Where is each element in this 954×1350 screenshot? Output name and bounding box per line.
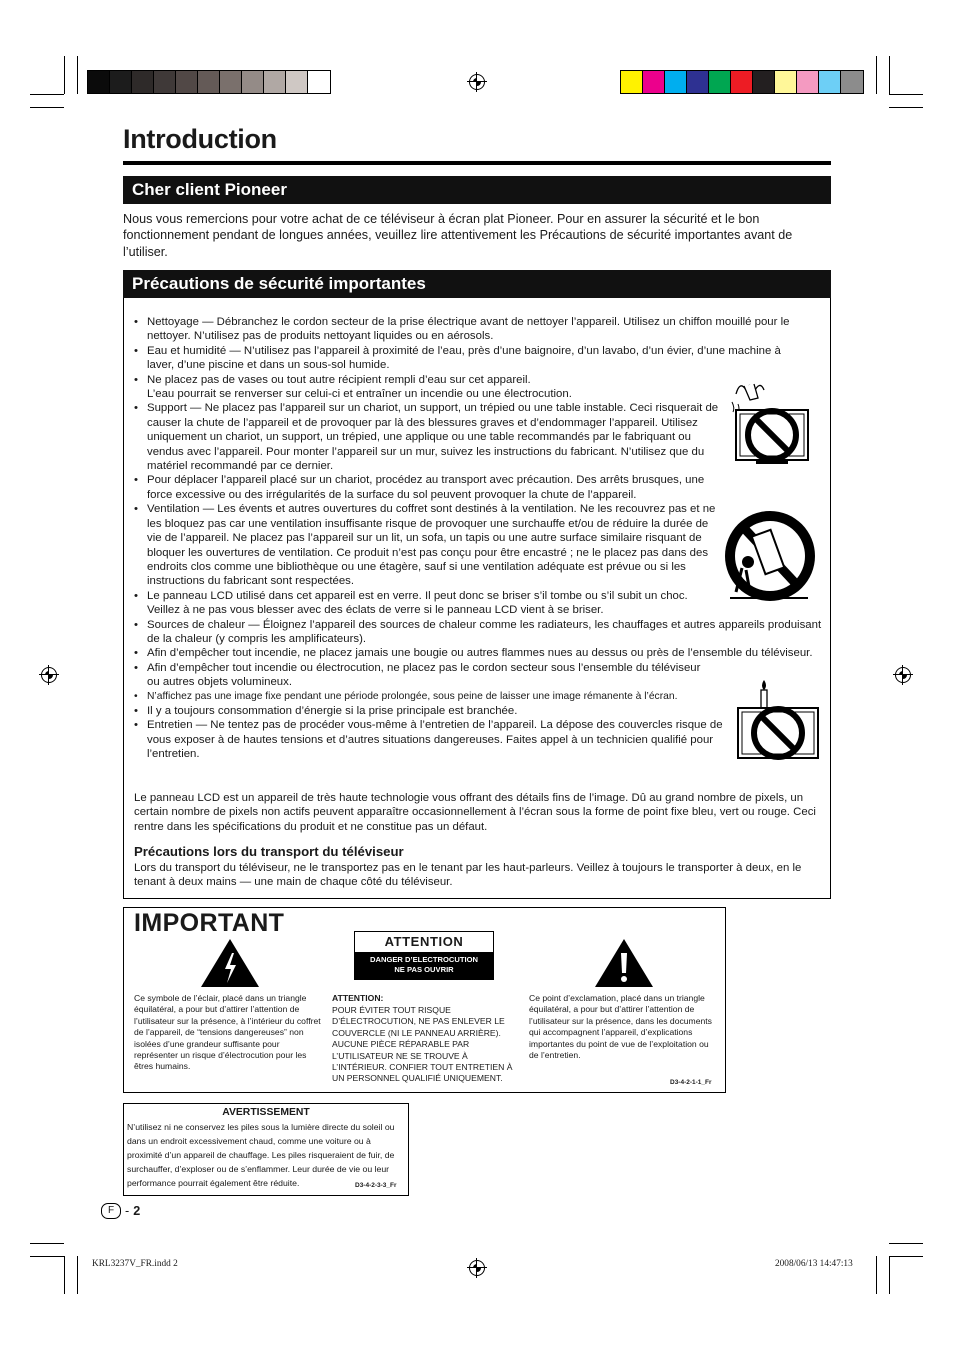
avertissement-reference-code: D3-4-2-3-3_Fr xyxy=(355,1182,397,1189)
process-color-swatch xyxy=(621,71,643,93)
no-candle-on-tv-icon xyxy=(736,678,822,764)
no-unstable-cart-icon xyxy=(722,504,816,604)
grayscale-swatch xyxy=(154,71,176,93)
safety-bullet-list xyxy=(132,315,822,762)
process-color-swatch xyxy=(797,71,819,93)
intro-paragraph: Nous vous remercions pour votre achat de ce téléviseur à écran plat Pioneer. Pour en assurer la sécurité et le bon fonctionnement pendant de longues années, veuillez lire attentivement les Précautions de sécurité importantes avant de l’utiliser. xyxy=(123,212,793,259)
grayscale-swatch xyxy=(198,71,220,93)
grayscale-swatch xyxy=(132,71,154,93)
transport-paragraph: Lors du transport du téléviseur, ne le transportez pas en le tenant par les haut-parleurs. Veillez à toujours le transporter à deux, en le tenant à deux mains — une main de chaque côté du téléviseur. xyxy=(134,862,802,889)
avertissement-text: N’utilisez ni ne conservez les piles sous la lumière directe du soleil ou dans un endroit excessivement chaud, comme une voiture ou à proximité d’un appareil de chauffage. Les piles risqueraient de fuir, de surchauffer, d’exploser ou de s’enflammer. Leur durée de vie ou leur performance pourrait également être réduite. xyxy=(127,1122,395,1188)
important-reference-code: D3-4-2-1-1_Fr xyxy=(670,1079,712,1086)
no-vase-on-tv-icon xyxy=(728,374,814,476)
section-heading-cher-client: Cher client Pioneer xyxy=(123,176,831,204)
language-badge: F xyxy=(101,1203,121,1219)
process-color-swatch xyxy=(687,71,709,93)
registration-mark-right xyxy=(895,667,911,683)
process-color-swatch xyxy=(709,71,731,93)
bullet-panneau-verre: • Le panneau LCD utilisé dans cet appareil est en verre. Il peut donc se briser s’il tombe ou s’il subit un choc. Veillez à ne pas vous blesser avec des éclats de verre si le panneau LCD vient à se briser. xyxy=(132,589,822,618)
lightning-warning-icon xyxy=(199,937,261,989)
bullet-vases-note: L’eau pourrait se renverser sur celui-ci et entraîner un incendie ou une électrocution. xyxy=(147,388,572,401)
grayscale-swatch xyxy=(264,71,286,93)
page-number xyxy=(101,1203,140,1219)
attention-label-body: DANGER D’ELECTROCUTION NE PAS OUVRIR xyxy=(355,952,493,979)
process-color-swatch xyxy=(753,71,775,93)
grayscale-swatch xyxy=(176,71,198,93)
process-color-bar xyxy=(620,70,864,94)
exclamation-warning-icon xyxy=(593,937,655,989)
bullet-entretien: • Entretien — Ne tentez pas de procéder vous-même à l’entretien de l’appareil. La dépose des couvercles risque de vous exposer à de hautes tensions et d’autres situations dangereuses. Faites appel à un technicien qualifié pour l’entretien. xyxy=(132,718,822,761)
process-color-swatch xyxy=(665,71,687,93)
grayscale-swatch xyxy=(286,71,308,93)
grayscale-swatch xyxy=(110,71,132,93)
page-number-value: 2 xyxy=(133,1204,141,1218)
grayscale-swatch xyxy=(88,71,110,93)
grayscale-swatch xyxy=(220,71,242,93)
bullet-vases: • Ne placez pas de vases ou tout autre récipient rempli d’eau sur cet appareil. xyxy=(132,373,822,387)
bullet-ventilation: • Ventilation — Les évents et autres ouvertures du coffret sont destinés à la ventilation. Ne les recouvrez pas et ne les bloquez pas car une ventilation insuffisante risque de provoquer une surchauffe et/ou de réduire la durée de vie de l’appareil. Ne placez pas l’appareil sur un lit, un sofa, un tapis ou une autre surface similaire risquant de bloquer les ouvertures de ventilation. Ce produit n’est pas conçu pour être encastré ; ne le placez pas dans des endroits clos comme une bibliothèque ou une étagère, sauf si une ventilation adéquate est prévue ou si les instructions du fabricant sont respectées. xyxy=(132,502,822,588)
page-number-dash: - xyxy=(125,1204,130,1218)
attention-caption-text: POUR ÉVITER TOUT RISQUE D’ÉLECTROCUTION, NE PAS ENLEVER LE COUVERCLE (NI LE PANNEAU ARRIÈRE). AUCUNE PIÈCE RÉPARABLE PAR L’UTILISATEUR NE SE TROUVE À L’INTÉRIEUR. CONFIER TOUT ENTRETIEN À UN PERSONNEL QUALIFIÉ UNIQUEMENT. xyxy=(332,1005,513,1084)
grayscale-swatch xyxy=(308,71,330,93)
bullet-cordon: • Afin d’empêcher tout incendie ou électrocution, ne placez pas le cordon secteur sous l’ensemble du téléviseur ou autres objets volumineux. xyxy=(132,661,822,690)
bullet-nettoyage: • Nettoyage — Débranchez le cordon secteur de la prise électrique avant de nettoyer l’appareil. Utilisez un chiffon mouillé pour le nettoyer. N’utilisez pas de produits nettoyant liquides ou en aérosols. xyxy=(132,315,822,344)
footer-filename: KRL3237V_FR.indd 2 xyxy=(92,1259,178,1269)
process-color-swatch xyxy=(643,71,665,93)
process-color-swatch xyxy=(775,71,797,93)
lightning-description: Ce symbole de l’éclair, placé dans un triangle équilatéral, a pour but d’attirer l’attention de l’utilisateur sur la présence, à l’intérieur du coffret de l’appareil, de “tensions dangereuses” non isolées d’une grandeur suffisante pour représenter un risque d’électrocution pour les êtres humains. xyxy=(134,993,321,1072)
registration-mark-bottom xyxy=(469,1260,485,1276)
lcd-paragraph: Le panneau LCD est un appareil de très haute technologie vous offrant des détails fins de l’image. Dû au grand nombre de pixels, un certain nombre de pixels non actifs peuvent apparaître occasionnellement à l’écran sous la forme de point fixe bleu, vert ou rouge. Ceci rentre dans les spécifications du produit et ne constitue pas un défaut. xyxy=(134,792,816,833)
process-color-swatch xyxy=(841,71,863,93)
footer-timestamp: 2008/06/13 14:47:13 xyxy=(775,1259,853,1269)
attention-label xyxy=(354,931,494,980)
process-color-swatch xyxy=(819,71,841,93)
bullet-bougie: • Afin d’empêcher tout incendie, ne placez jamais une bougie ou autres flammes nues au dessus ou près de l’ensemble du téléviseur. xyxy=(132,646,822,660)
bullet-deplacement: • Pour déplacer l’appareil placé sur un chariot, procédez au transport avec précaution. Des arrêts brusques, une force excessive ou des irrégularités de la surface du sol peuvent provoquer la chute de l’appareil. xyxy=(132,473,822,502)
registration-mark-top xyxy=(469,74,485,90)
grayscale-swatch xyxy=(242,71,264,93)
important-title: IMPORTANT xyxy=(134,909,285,937)
bullet-support: • Support — Ne placez pas l’appareil sur un chariot, un support, un trépied ou une table instable. Ceci risquerait de causer la chute de l’appareil et de provoquer par là des blessures graves et d’endommager l’appareil. Utilisez uniquement un chariot, un support, un trépied, une applique ou une table recommandés par le fabriquant ou vendus avec l’appareil. Pour monter l’appareil sur un mur, suivez les instructions du fabricant. N’utilisez que du matériel recommandé par ce dernier. xyxy=(132,401,822,473)
attention-caption-label: ATTENTION: xyxy=(332,993,384,1003)
grayscale-color-bar xyxy=(87,70,331,94)
exclamation-description: Ce point d’exclamation, placé dans un triangle équilatéral, a pour but d’attirer l’attention de l’utilisateur sur la présence, dans les documents qui accompagnent l’appareil, d’explications importantes du point de vue de l’exploitation ou de l’entretien. xyxy=(529,993,712,1061)
title-rule xyxy=(123,161,831,165)
page-title: Introduction xyxy=(123,124,277,154)
registration-mark-left xyxy=(41,667,57,683)
bullet-image-fixe: • N’affichez pas une image fixe pendant une période prolongée, sous peine de laisser une image rémanente à l’écran. xyxy=(132,690,822,704)
process-color-swatch xyxy=(731,71,753,93)
section-heading-precautions: Précautions de sécurité importantes xyxy=(123,270,831,298)
bullet-chaleur: • Sources de chaleur — Éloignez l’appareil des sources de chaleur comme les radiateurs, les chauffages et autres appareils produisant de la chaleur (y compris les amplificateurs). xyxy=(132,618,822,647)
attention-label-title: ATTENTION xyxy=(384,934,464,949)
bullet-eau-humidite: • Eau et humidité — N’utilisez pas l’appareil à proximité de l’eau, près d’une baignoire, d’un lavabo, d’un évier, d’une machine à laver, d’une piscine et dans un sous-sol humide. xyxy=(132,344,822,373)
avertissement-title: AVERTISSEMENT xyxy=(222,1107,310,1118)
transport-heading: Précautions lors du transport du téléviseur xyxy=(134,844,404,859)
bullet-consommation: • Il y a toujours consommation d’énergie si la prise principale est branchée. xyxy=(132,704,822,718)
